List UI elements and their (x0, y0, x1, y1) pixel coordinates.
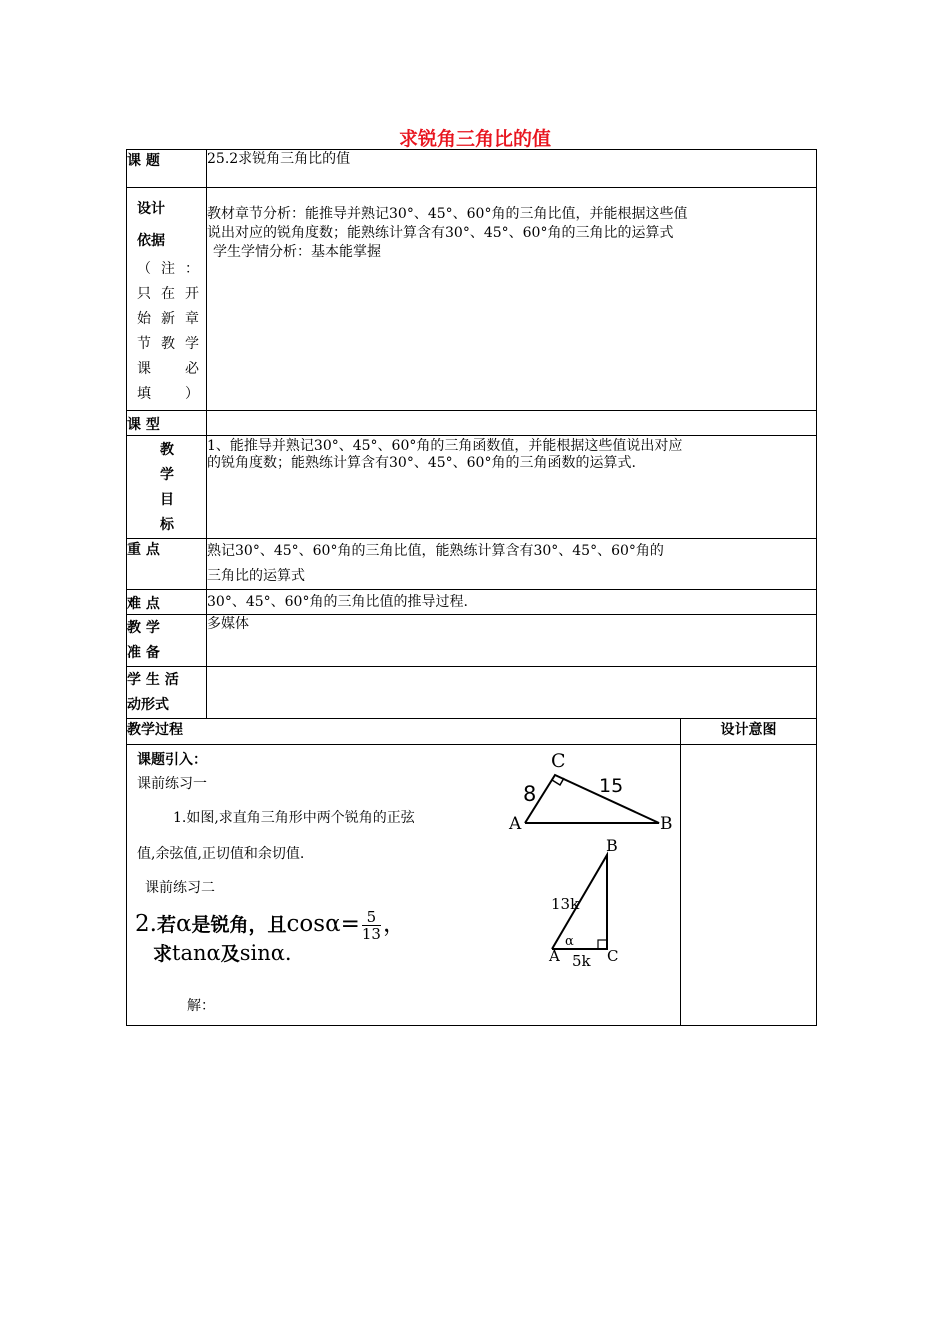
q2-fraction (362, 909, 381, 942)
design-note-5: 填） (137, 386, 199, 402)
q2-comma: ， (382, 911, 406, 937)
label-prep-1: 准 备 (127, 645, 160, 661)
fig2-vertex-b: B (606, 836, 618, 855)
row-design (127, 188, 817, 411)
fig2-vertex-c: C (607, 947, 619, 965)
page-title: 求锐角三角比的值 (398, 128, 551, 150)
type-value (207, 411, 817, 436)
activity-value (207, 667, 817, 719)
label-difficulty: 难 点 (127, 590, 207, 615)
fig1-side-cb: 15 (599, 775, 624, 797)
process-content (127, 745, 681, 1026)
lesson-plan-table (126, 149, 817, 1026)
label-design-1: 设计 (137, 201, 165, 217)
key-line-0: 熟记30°、45°、60°角的三角比值，能熟练计算含有30°、45°、60°角的 (207, 543, 664, 559)
label-activity-1: 动形式 (127, 697, 169, 713)
exercise-2-title: 课前练习二 (145, 880, 215, 896)
intro-label: 课题引入： (137, 752, 207, 768)
design-note-4: 课 必 (137, 361, 199, 377)
row-prep (127, 615, 817, 667)
process-header: 教学过程 (127, 719, 681, 745)
fig2-base: 5k (572, 952, 591, 970)
fig2-vertex-a: A (549, 947, 560, 965)
q2-and: 及 (220, 943, 240, 965)
row-process-header (127, 719, 817, 745)
exercise-1-title: 课前练习一 (137, 776, 207, 792)
q2-find: 求 (153, 943, 173, 965)
design-line-0: 教材章节分析：能推导并熟记30°、45°、60°角的三角比值，并能根据这些值 (207, 206, 688, 222)
difficulty-value: 30°、45°、60°角的三角比值的推导过程. (207, 590, 817, 615)
label-objective-1: 学 (160, 467, 174, 483)
q2-number: 2. (135, 911, 157, 937)
triangle-figure-2 (527, 833, 647, 973)
label-objective-3: 标 (160, 517, 174, 533)
topic-value: 25.2求锐角三角比的值 (207, 150, 817, 188)
row-objective (127, 436, 817, 539)
row-process (127, 745, 817, 1026)
label-objective (127, 436, 207, 539)
prep-value: 多媒体 (207, 615, 817, 667)
fig1-vertex-b: B (660, 814, 673, 834)
key-content (207, 539, 817, 590)
intent-header: 设计意图 (681, 719, 817, 745)
label-type: 课 型 (127, 411, 207, 436)
q2-alpha: α (175, 911, 192, 937)
q2-tan: tanα (172, 941, 221, 965)
key-line-1: 三角比的运算式 (207, 568, 305, 584)
q2-frac-den: 13 (361, 924, 381, 943)
q2-frac-num: 5 (362, 909, 381, 926)
label-design (127, 188, 207, 411)
design-note-1: 只在开 (137, 286, 199, 302)
label-activity (127, 667, 207, 719)
q2-if: 若 (156, 914, 176, 936)
triangle-figure-1 (507, 747, 677, 837)
fig1-vertex-a: A (509, 814, 522, 834)
objective-content (207, 436, 817, 539)
design-line-2: 学生学情分析：基本能掌握 (213, 244, 381, 260)
objective-line-0: 1、能推导并熟记30°、45°、60°角的三角函数值，并能根据这些值说出对应 (207, 438, 683, 454)
design-content (207, 188, 817, 411)
answer-label: 解： (187, 998, 215, 1014)
row-topic (127, 150, 817, 188)
intent-content (681, 745, 817, 1026)
row-activity (127, 667, 817, 719)
row-type (127, 411, 817, 436)
design-note-0: （注： (137, 261, 199, 277)
label-prep (127, 615, 207, 667)
label-design-2: 依据 (137, 233, 165, 249)
fig1-side-ac: 8 (523, 782, 537, 806)
q2-cos: cosα= (286, 911, 360, 937)
label-activity-0: 学 生 活 (127, 672, 179, 688)
question-2-line-2 (153, 939, 292, 966)
label-prep-0: 教 学 (127, 620, 160, 636)
label-objective-2: 目 (160, 492, 174, 508)
label-objective-0: 教 (160, 442, 174, 458)
q2-acute: 是锐角，且 (191, 914, 287, 936)
row-difficulty (127, 590, 817, 615)
exercise-1-line-2: 值,余弦值,正切值和余切值. (137, 846, 305, 862)
fig1-vertex-c: C (551, 750, 566, 772)
objective-line-1: 的锐角度数；能熟练计算含有30°、45°、60°角的三角函数的运算式. (207, 455, 636, 471)
label-key: 重 点 (127, 539, 207, 590)
row-key (127, 539, 817, 590)
design-note-3: 节教学 (137, 336, 199, 352)
fig2-angle: α (565, 934, 574, 949)
exercise-1-line-1: 1.如图,求直角三角形中两个锐角的正弦 (173, 810, 415, 826)
design-note-2: 始新章 (137, 311, 199, 327)
label-topic: 课 题 (127, 150, 207, 188)
question-2-line-1 (135, 905, 406, 942)
fig2-hypotenuse: 13k (551, 895, 580, 913)
q2-sin: sinα. (239, 941, 292, 965)
design-line-1: 说出对应的锐角度数；能熟练计算含有30°、45°、60°角的三角比的运算式 (207, 225, 674, 241)
